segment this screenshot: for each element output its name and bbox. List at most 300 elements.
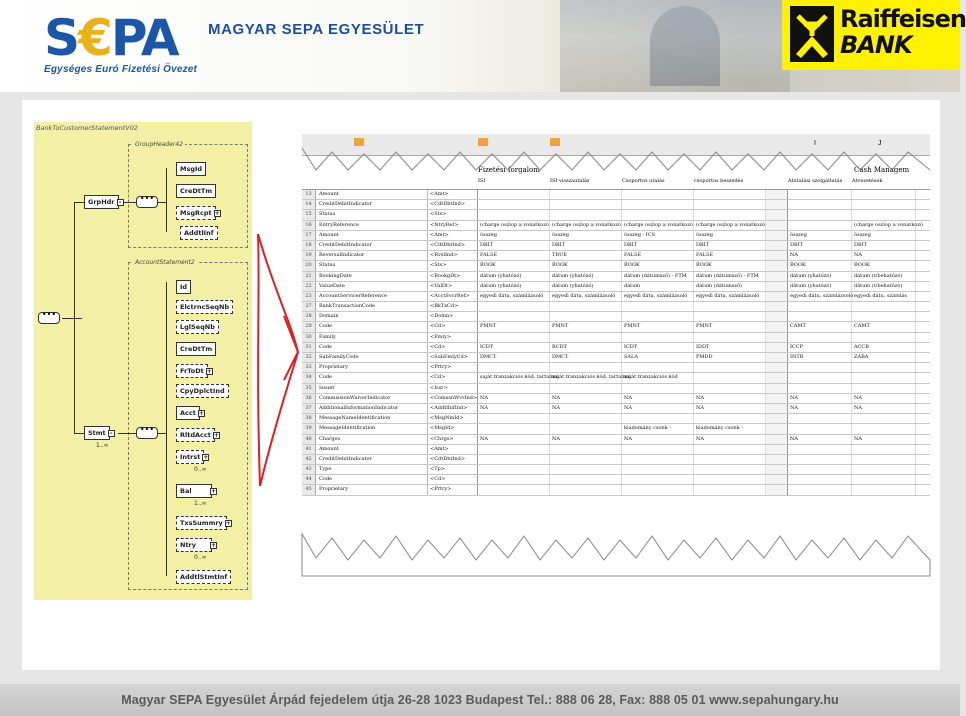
value-cell[interactable] [622,210,694,219]
value-cell[interactable] [852,210,916,219]
row-number[interactable]: 15 [302,210,316,219]
xml-tag-cell[interactable]: <CdtDbtInd> [428,241,478,250]
value-cell[interactable] [622,312,694,321]
value-cell[interactable] [694,455,766,464]
value-cell[interactable] [694,363,766,372]
value-cell[interactable] [622,363,694,372]
value-cell[interactable]: DBIT [694,241,766,250]
element-name-cell[interactable]: Code [316,322,428,331]
value-cell[interactable]: NA [622,435,694,444]
value-cell[interactable]: egyedi dátu, számlázsoló [478,292,550,301]
txssummry-node[interactable] [176,516,231,530]
value-cell[interactable] [788,445,852,454]
xml-tag-cell[interactable]: <NtryRef> [428,221,478,230]
xml-tag-cell[interactable]: <Cd> [428,475,478,484]
value-cell[interactable]: FALSE [478,251,550,260]
value-cell[interactable]: PMNT [622,322,694,331]
row-number[interactable]: 31 [302,343,316,352]
row-number[interactable]: 39 [302,424,316,433]
value-cell[interactable]: TRUE [550,251,622,260]
element-name-cell[interactable]: Amount [316,231,428,240]
value-cell[interactable] [694,190,766,199]
value-cell[interactable]: INTR [788,353,852,362]
row-number[interactable]: 43 [302,465,316,474]
value-cell[interactable] [694,445,766,454]
value-cell[interactable] [694,373,766,382]
value-cell[interactable]: DBIT [788,241,852,250]
acct-node[interactable] [176,406,204,420]
grphdr-node[interactable] [84,195,122,209]
value-cell[interactable] [622,465,694,474]
element-name-cell[interactable]: CreditDebitIndicator [316,241,428,250]
value-cell[interactable] [788,475,852,484]
value-cell[interactable]: SALA [622,353,694,362]
value-cell[interactable]: NA [478,394,550,403]
value-cell[interactable] [788,455,852,464]
value-cell[interactable] [478,200,550,209]
value-cell[interactable] [852,445,916,454]
xml-tag-cell[interactable]: <Amt> [428,190,478,199]
rltdacct-node[interactable] [176,428,219,442]
element-name-cell[interactable]: BankTransactionCode [316,302,428,311]
value-cell[interactable]: BOOK [788,261,852,270]
xml-tag-cell[interactable]: <Prtry> [428,363,478,372]
value-cell[interactable] [694,384,766,393]
xml-tag-cell[interactable]: <Sts> [428,210,478,219]
expand-icon[interactable]: + [225,520,231,527]
root-sequence-icon[interactable]: ••• [38,312,60,324]
elctrncseqnb-node[interactable] [176,300,233,314]
value-cell[interactable] [622,455,694,464]
element-name-cell[interactable]: CommissionWaiverIndicator [316,394,428,403]
value-cell[interactable]: dátum (yhatózó) [550,282,622,291]
value-cell[interactable]: egyedi dátu, számlás [852,292,916,301]
expand-icon[interactable]: - [117,199,124,206]
value-cell[interactable] [852,333,916,342]
value-cell[interactable] [852,465,916,474]
value-cell[interactable]: DBIT [478,241,550,250]
xml-tag-cell[interactable]: <RvslInd> [428,251,478,260]
value-cell[interactable]: dátum (t/behatózó) [852,282,916,291]
xml-tag-cell[interactable]: <CdtDbtInd> [428,455,478,464]
xml-tag-cell[interactable]: <Cd> [428,343,478,352]
xml-tag-cell[interactable]: <SubFmlyCd> [428,353,478,362]
value-cell[interactable]: NA [622,404,694,413]
value-cell[interactable]: DMCT [478,353,550,362]
expand-icon[interactable]: + [214,210,220,217]
xml-tag-cell[interactable]: <Amt> [428,231,478,240]
row-number[interactable]: 40 [302,435,316,444]
value-cell[interactable] [478,455,550,464]
element-name-cell[interactable]: Charges [316,435,428,444]
value-cell[interactable] [788,384,852,393]
value-cell[interactable]: (charge oszlop a vonatkozó [852,221,916,230]
value-cell[interactable] [550,302,622,311]
element-name-cell[interactable]: AccountServicerReference [316,292,428,301]
value-cell[interactable]: NA [478,404,550,413]
element-name-cell[interactable]: AdditionalInformationIndicator [316,404,428,413]
value-cell[interactable]: saját tranzakciós kód, tartalmú [478,373,550,382]
value-cell[interactable]: összeg [478,231,550,240]
col-letter-j[interactable]: J [878,140,882,147]
element-name-cell[interactable]: Proprietary [316,363,428,372]
value-cell[interactable]: összeg [694,231,766,240]
value-cell[interactable]: PMDD [694,353,766,362]
value-cell[interactable]: PMNT [550,322,622,331]
value-cell[interactable] [788,210,852,219]
value-cell[interactable]: IDDT [694,343,766,352]
value-cell[interactable]: RCDT [550,343,622,352]
element-name-cell[interactable]: Code [316,343,428,352]
row-number[interactable]: 32 [302,353,316,362]
value-cell[interactable] [788,485,852,494]
xml-tag-cell[interactable]: <Issr> [428,384,478,393]
value-cell[interactable] [622,445,694,454]
value-cell[interactable]: NA [852,404,916,413]
element-name-cell[interactable]: Code [316,373,428,382]
value-cell[interactable] [478,190,550,199]
value-cell[interactable] [788,190,852,199]
value-cell[interactable] [852,200,916,209]
value-cell[interactable] [550,200,622,209]
value-cell[interactable] [694,475,766,484]
element-name-cell[interactable]: Status [316,210,428,219]
element-name-cell[interactable]: Domain [316,312,428,321]
xml-tag-cell[interactable]: <Chrgs> [428,435,478,444]
value-cell[interactable]: PMNT [478,322,550,331]
value-cell[interactable] [550,485,622,494]
row-number[interactable]: 28 [302,312,316,321]
value-cell[interactable] [550,312,622,321]
value-cell[interactable] [550,414,622,423]
grphdr-sequence-icon[interactable]: ••• [136,196,158,208]
row-number[interactable]: 19 [302,251,316,260]
row-number[interactable]: 33 [302,363,316,372]
element-name-cell[interactable]: MessageNameIdentification [316,414,428,423]
value-cell[interactable] [622,200,694,209]
value-cell[interactable] [478,210,550,219]
row-number[interactable]: 45 [302,485,316,494]
element-name-cell[interactable]: CreditDebitIndicator [316,455,428,464]
value-cell[interactable]: NA [478,435,550,444]
frtodt-node[interactable] [176,364,212,378]
value-cell[interactable] [478,485,550,494]
value-cell[interactable]: ICDT [478,343,550,352]
value-cell[interactable] [694,200,766,209]
value-cell[interactable] [478,384,550,393]
expand-icon[interactable]: + [213,432,219,439]
value-cell[interactable]: dátum (dátumsző) [694,282,766,291]
value-cell[interactable]: ACCB [852,343,916,352]
value-cell[interactable]: NA [852,394,916,403]
xml-tag-cell[interactable]: <Prtry> [428,485,478,494]
value-cell[interactable]: (charge oszlop a vonatkozó [694,221,766,230]
value-cell[interactable]: BOOK [622,261,694,270]
value-cell[interactable] [478,333,550,342]
value-cell[interactable] [788,414,852,423]
ntry-node[interactable] [176,538,217,552]
expand-icon[interactable]: - [108,430,115,437]
expand-icon[interactable]: + [203,454,209,461]
stmt-node[interactable] [84,426,113,440]
value-cell[interactable] [788,302,852,311]
value-cell[interactable]: FALSE [694,251,766,260]
xml-tag-cell[interactable]: <Fmly> [428,333,478,342]
id-node[interactable] [176,280,191,294]
value-cell[interactable] [852,414,916,423]
element-name-cell[interactable]: Issuer [316,384,428,393]
row-number[interactable]: 35 [302,384,316,393]
element-name-cell[interactable]: Code [316,475,428,484]
value-cell[interactable] [478,465,550,474]
value-cell[interactable]: ICCP [788,343,852,352]
value-cell[interactable]: CAMT [852,322,916,331]
value-cell[interactable] [852,384,916,393]
expand-icon[interactable]: + [198,410,204,417]
credttm2-node[interactable] [176,342,216,356]
value-cell[interactable] [550,363,622,372]
cpyduplind-node[interactable] [176,384,229,398]
value-cell[interactable]: dátum (t/behatózó) [852,272,916,281]
value-cell[interactable]: dátum (yhatózó) [550,272,622,281]
xml-tag-cell[interactable]: <Sts> [428,261,478,270]
xml-tag-cell[interactable]: <AddtlInfInd> [428,404,478,413]
row-number[interactable]: 27 [302,302,316,311]
value-cell[interactable] [550,424,622,433]
row-number[interactable]: 17 [302,231,316,240]
value-cell[interactable] [788,465,852,474]
value-cell[interactable]: dátum (dátumsző) - FTM [622,272,694,281]
addtlinf-node[interactable] [180,226,218,240]
value-cell[interactable] [622,302,694,311]
xml-tag-cell[interactable]: <BookgDt> [428,272,478,281]
value-cell[interactable]: NA [788,251,852,260]
value-cell[interactable]: NA [788,404,852,413]
value-cell[interactable]: NA [852,251,916,260]
value-cell[interactable]: BOOK [550,261,622,270]
value-cell[interactable] [852,424,916,433]
value-cell[interactable]: DBIT [550,241,622,250]
value-cell[interactable]: összeg [788,231,852,240]
xml-tag-cell[interactable]: <Domn> [428,312,478,321]
expand-icon[interactable]: + [206,368,212,375]
value-cell[interactable]: kiadomány csonk - [694,424,766,433]
element-name-cell[interactable]: Status [316,261,428,270]
value-cell[interactable]: dátum [622,282,694,291]
xml-tag-cell[interactable]: <Cd> [428,322,478,331]
value-cell[interactable]: dátum (yhatózó) [788,272,852,281]
value-cell[interactable]: egyedi dátu, számlázsoló [788,292,852,301]
value-cell[interactable] [852,475,916,484]
value-cell[interactable]: egyedi dátu, számlázsoló [694,292,766,301]
value-cell[interactable] [788,424,852,433]
xml-tag-cell[interactable]: <Amt> [428,445,478,454]
value-cell[interactable]: DMCT [550,353,622,362]
addtlstmtinf-node[interactable] [176,570,231,584]
value-cell[interactable] [478,475,550,484]
value-cell[interactable]: ZABA [852,353,916,362]
row-number[interactable]: 29 [302,322,316,331]
value-cell[interactable]: NA [694,394,766,403]
row-number[interactable]: 21 [302,272,316,281]
value-cell[interactable] [550,445,622,454]
element-name-cell[interactable]: BookingDate [316,272,428,281]
value-cell[interactable]: NA [852,435,916,444]
value-cell[interactable]: PMNT [694,322,766,331]
value-cell[interactable] [478,363,550,372]
value-cell[interactable] [694,210,766,219]
value-cell[interactable]: ICDT [622,343,694,352]
row-number[interactable]: 14 [302,200,316,209]
value-cell[interactable] [694,312,766,321]
value-cell[interactable] [550,210,622,219]
xml-tag-cell[interactable]: <MsgNmId> [428,414,478,423]
row-number[interactable]: 16 [302,221,316,230]
msgrcpt-node[interactable] [176,206,220,220]
value-cell[interactable]: dátum (yhatózó) [478,282,550,291]
value-cell[interactable]: egyedi dátu, számlázsoló [550,292,622,301]
value-cell[interactable] [478,424,550,433]
xml-tag-cell[interactable]: <CdtDbtInd> [428,200,478,209]
xml-tag-cell[interactable]: <AcctSvcrRef> [428,292,478,301]
value-cell[interactable] [622,485,694,494]
value-cell[interactable]: NA [550,404,622,413]
element-name-cell[interactable]: Family [316,333,428,342]
value-cell[interactable] [788,363,852,372]
value-cell[interactable]: NA [550,394,622,403]
value-cell[interactable] [550,190,622,199]
intrst-node[interactable] [176,450,209,464]
value-cell[interactable] [622,333,694,342]
element-name-cell[interactable]: Proprietary [316,485,428,494]
expand-icon[interactable]: + [211,542,217,549]
value-cell[interactable]: DBIT [622,241,694,250]
value-cell[interactable] [788,333,852,342]
row-number[interactable]: 22 [302,282,316,291]
row-number[interactable]: 20 [302,261,316,270]
row-number[interactable]: 38 [302,414,316,423]
row-number[interactable]: 13 [302,190,316,199]
value-cell[interactable]: összeg [852,231,916,240]
row-number[interactable]: 41 [302,445,316,454]
value-cell[interactable] [550,465,622,474]
value-cell[interactable] [550,384,622,393]
value-cell[interactable]: BOOK [694,261,766,270]
xml-tag-cell[interactable]: <ValDt> [428,282,478,291]
row-number[interactable]: 34 [302,373,316,382]
value-cell[interactable] [478,312,550,321]
row-number[interactable]: 36 [302,394,316,403]
xml-tag-cell[interactable]: <ComssnWvrInd> [428,394,478,403]
value-cell[interactable]: NA [622,394,694,403]
value-cell[interactable]: összeg [550,231,622,240]
value-cell[interactable]: dátum (dátumsző) - FTM [694,272,766,281]
element-name-cell[interactable]: ReversalIndicator [316,251,428,260]
value-cell[interactable]: NA [550,435,622,444]
msgid-node[interactable] [176,162,206,176]
value-cell[interactable] [788,373,852,382]
value-cell[interactable]: (charge oszlop a vonatkozó [622,221,694,230]
value-cell[interactable] [622,190,694,199]
xml-tag-cell[interactable]: <MsgId> [428,424,478,433]
row-number[interactable]: 42 [302,455,316,464]
element-name-cell[interactable]: ValueDate [316,282,428,291]
value-cell[interactable] [478,302,550,311]
row-number[interactable]: 44 [302,475,316,484]
element-name-cell[interactable]: Amount [316,445,428,454]
value-cell[interactable] [788,312,852,321]
value-cell[interactable] [852,373,916,382]
col-letter-i[interactable]: I [814,140,816,147]
element-name-cell[interactable]: MessageIdentification [316,424,428,433]
value-cell[interactable]: NA [694,435,766,444]
expand-icon[interactable]: + [211,488,217,495]
xml-tag-cell[interactable]: <Cd> [428,373,478,382]
value-cell[interactable]: (charge oszlop a vonatkozó [478,221,550,230]
value-cell[interactable] [478,445,550,454]
value-cell[interactable]: saját tranzakciós kód [622,373,694,382]
value-cell[interactable]: NA [788,435,852,444]
value-cell[interactable] [694,485,766,494]
value-cell[interactable] [478,414,550,423]
value-cell[interactable]: BOOK [478,261,550,270]
value-cell[interactable] [852,363,916,372]
value-cell[interactable]: (charge oszlop a vonatkozó [550,221,622,230]
value-cell[interactable] [694,465,766,474]
value-cell[interactable] [694,414,766,423]
value-cell[interactable] [550,475,622,484]
row-number[interactable]: 37 [302,404,316,413]
lglseqnb-node[interactable] [176,320,219,334]
value-cell[interactable] [852,190,916,199]
value-cell[interactable]: FALSE [622,251,694,260]
value-cell[interactable] [550,333,622,342]
row-number[interactable]: 18 [302,241,316,250]
stmt-sequence-icon[interactable]: ••• [136,427,158,439]
value-cell[interactable]: NA [788,394,852,403]
value-cell[interactable] [622,414,694,423]
value-cell[interactable] [622,475,694,484]
value-cell[interactable] [788,221,852,230]
value-cell[interactable]: dátum (yhatózó) [478,272,550,281]
element-name-cell[interactable]: Amount [316,190,428,199]
value-cell[interactable] [852,302,916,311]
value-cell[interactable] [788,200,852,209]
value-cell[interactable]: kiadomány csonk - [622,424,694,433]
element-name-cell[interactable]: Type [316,465,428,474]
element-name-cell[interactable]: EntryReference [316,221,428,230]
value-cell[interactable] [852,455,916,464]
value-cell[interactable]: NA [694,404,766,413]
value-cell[interactable]: egyedi dátu, számlázsoló [622,292,694,301]
element-name-cell[interactable]: CreditDebitIndicator [316,200,428,209]
element-name-cell[interactable]: SubFamilyCode [316,353,428,362]
value-cell[interactable]: összeg - ICS [622,231,694,240]
value-cell[interactable]: CAMT [788,322,852,331]
value-cell[interactable] [852,485,916,494]
xml-tag-cell[interactable]: <BkTxCd> [428,302,478,311]
value-cell[interactable] [694,302,766,311]
value-cell[interactable] [694,333,766,342]
value-cell[interactable]: BOOK [852,261,916,270]
credttm-node[interactable] [176,184,216,198]
value-cell[interactable] [852,312,916,321]
value-cell[interactable]: saját tranzakciós kód, tartalmú [550,373,622,382]
xml-tag-cell[interactable]: <Tp> [428,465,478,474]
value-cell[interactable]: dátum (yhatózó) [788,282,852,291]
row-number[interactable]: 23 [302,292,316,301]
value-cell[interactable] [622,384,694,393]
